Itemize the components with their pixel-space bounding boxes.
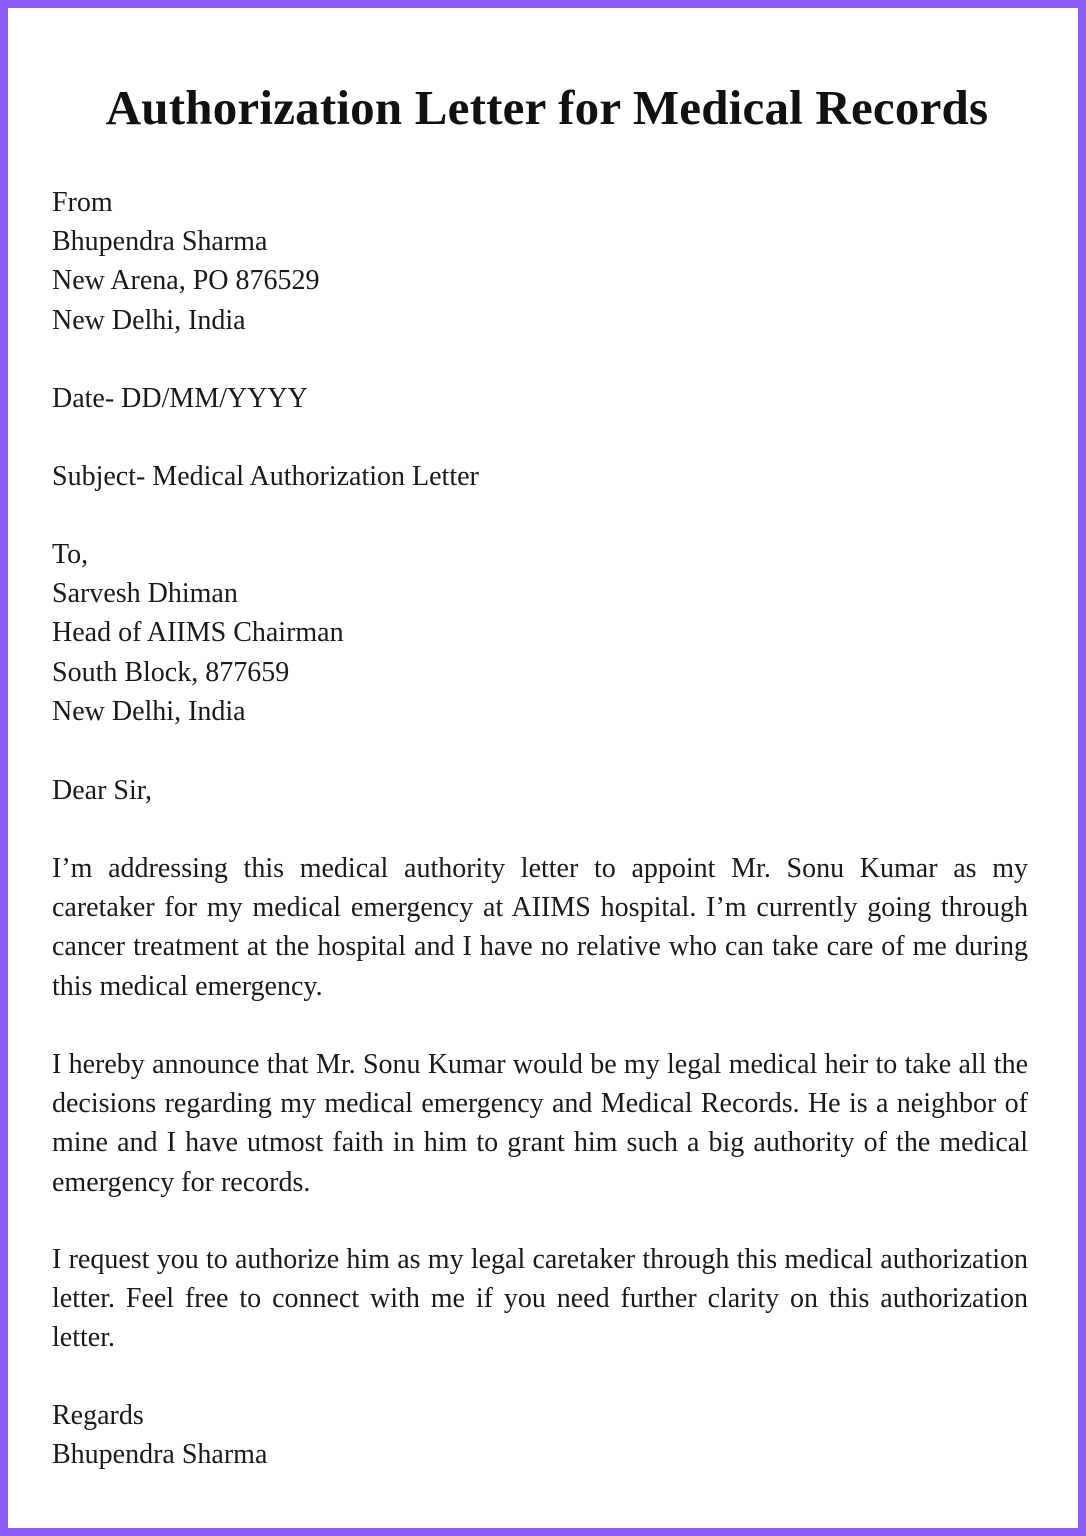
letter-date xyxy=(52,379,1028,418)
salutation-text: Dear Sir, xyxy=(52,775,152,806)
salutation xyxy=(52,771,1028,810)
recipient-block xyxy=(52,535,1028,731)
sender-name: Bhupendra Sharma xyxy=(52,226,268,258)
signature-name: Bhupendra Sharma xyxy=(52,1439,268,1471)
body-paragraph-1: I’m addressing this medical authority letter to appoint Mr. Sonu Kumar as my caretaker for my medical emergency at AIIMS hospital. I’m currently going through cancer treatment at the hospital and I have no relative who can take care of me during this medical emergency. xyxy=(52,853,1028,1002)
sender-address-line2: New Delhi, India xyxy=(52,304,246,336)
recipient-address-line1: South Block, 877659 xyxy=(52,656,290,688)
sender-address-line1: New Arena, PO 876529 xyxy=(52,265,320,297)
recipient-designation: Head of AIIMS Chairman xyxy=(52,617,344,649)
from-label: From xyxy=(52,187,113,218)
letter-subject xyxy=(52,457,1028,496)
body-paragraph-2: I hereby announce that Mr. Sonu Kumar would be my legal medical heir to take all the decisions regarding my medical emergency and Medical Records. He is a neighbor of mine and I have utmost faith in him to grant him such a big authority of the medical emergency for records. xyxy=(52,1049,1028,1198)
subject-text: Subject- Medical Authorization Letter xyxy=(52,461,479,492)
to-label: To, xyxy=(52,539,89,570)
closing-text: Regards xyxy=(52,1400,144,1431)
closing-block xyxy=(52,1396,1028,1474)
recipient-name: Sarvesh Dhiman xyxy=(52,578,238,610)
body-paragraph-3: I request you to authorize him as my legal caretaker through this medical authorization letter. Feel free to connect with me if you need further clarity on this authorization letter. xyxy=(52,1244,1028,1354)
recipient-address-line2: New Delhi, India xyxy=(52,695,246,727)
date-text: Date- DD/MM/YYYY xyxy=(52,383,308,414)
sender-block xyxy=(52,183,1028,340)
letter-title: Authorization Letter for Medical Records xyxy=(105,80,989,135)
